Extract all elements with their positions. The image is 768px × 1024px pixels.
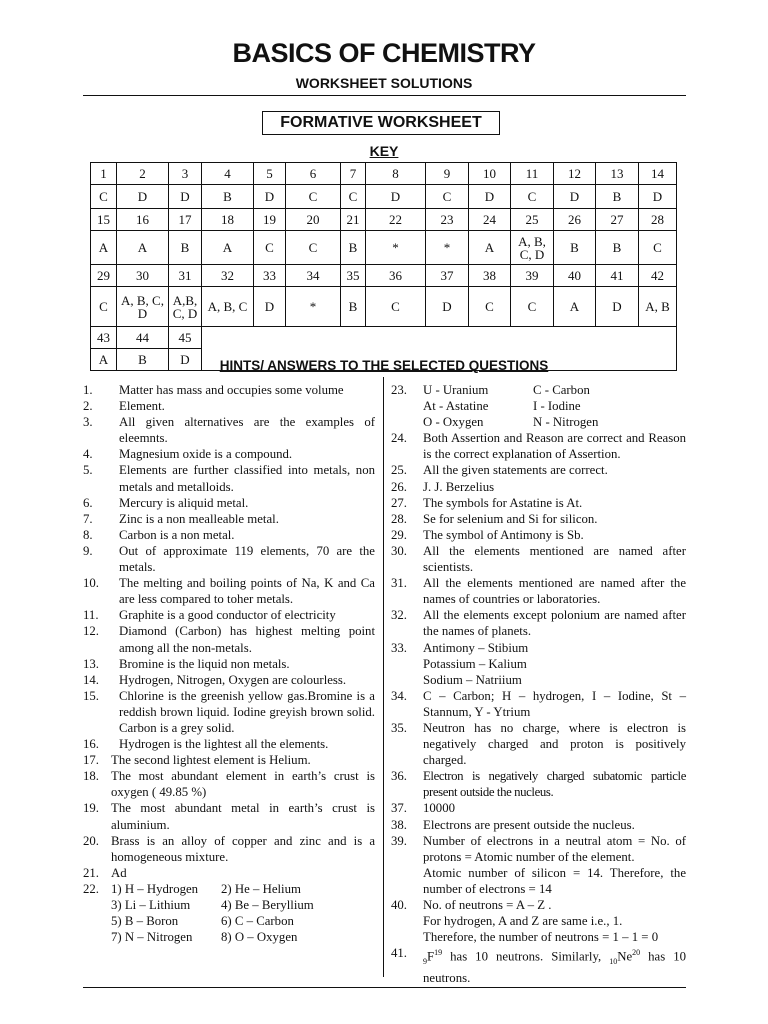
worksheet-title-box: FORMATIVE WORKSHEET	[262, 111, 500, 135]
key-cell: D	[639, 185, 677, 209]
key-cell: 20	[286, 209, 341, 231]
key-row	[91, 185, 677, 209]
key-cell: C	[426, 185, 469, 209]
top-rule	[83, 95, 686, 96]
key-row	[91, 287, 677, 327]
key-cell: *	[366, 231, 426, 265]
key-cell: A, B, C	[202, 287, 254, 327]
list-item: 17. The second lightest element is Helium.	[83, 753, 311, 768]
key-cell: 2	[117, 163, 169, 185]
key-cell: 34	[286, 265, 341, 287]
symbol-pairs: U - Uranium C - Carbon At - Astatine I - Iodine O - Oxygen N - Nitrogen	[423, 383, 599, 430]
key-cell: B	[596, 231, 639, 265]
list-item: 14. Hydrogen, Nitrogen, Oxygen are colourless.	[83, 672, 347, 687]
key-cell: 30	[117, 265, 169, 287]
list-item: 18. The most abundant element in earth’s crust is oxygen ( 49.85 %)	[83, 769, 375, 800]
list-item: 33. Antimony – Stibium Potassium – Kalium Sodium – Natriium	[391, 640, 529, 687]
key-cell: A	[469, 231, 511, 265]
list-item: 38. Electrons are present outside the nucleus.	[391, 817, 635, 832]
list-item: 29. The symbol of Antimony is Sb.	[391, 527, 584, 542]
key-cell: 40	[554, 265, 596, 287]
list-item: 32. All the elements except polonium are named after the names of planets.	[391, 608, 686, 639]
key-cell: A, B	[639, 287, 677, 327]
key-cell: 4	[202, 163, 254, 185]
list-item: 9. Out of approximate 119 elements, 70 are the metals.	[83, 543, 375, 575]
key-cell: 31	[169, 265, 202, 287]
key-cell: 38	[469, 265, 511, 287]
right-column	[391, 382, 686, 986]
key-cell: B	[202, 185, 254, 209]
key-cell: C	[639, 231, 677, 265]
key-cell: 33	[254, 265, 286, 287]
list-item: 1. Matter has mass and occupies some volume	[83, 383, 344, 397]
list-item: 23. U - Uranium C - Carbon At - Astatine I - Iodine O - Oxygen N - Nitrogen	[391, 382, 686, 430]
key-cell: 42	[639, 265, 677, 287]
key-row	[91, 327, 677, 349]
key-cell: C	[341, 185, 366, 209]
key-cell: D	[117, 185, 169, 209]
key-cell: A	[117, 231, 169, 265]
key-cell: 11	[511, 163, 554, 185]
page-title: BASICS OF CHEMISTRY	[232, 38, 536, 68]
list-item: 4. Magnesium oxide is a compound.	[83, 447, 293, 462]
list-item: 36. Electron is negatively charged subatomic particle present outside the nucleus.	[391, 769, 686, 800]
list-item: 41. $_9F^{19}$ has 10 neutrons. Similarly, $_{10}Ne^{20}$ has 10 neutrons.	[391, 946, 686, 986]
key-cell: C	[91, 287, 117, 327]
isotope-note: $_9F^{19}$ has 10 neutrons. Similarly, $_{10}Ne^{20}$ has 10 neutrons.	[423, 948, 686, 986]
column-divider	[383, 377, 384, 977]
key-cell: 41	[596, 265, 639, 287]
key-cell: 3	[169, 163, 202, 185]
key-cell: 12	[554, 163, 596, 185]
list-item: 22. 1) H – Hydrogen 2) He – Helium 3) Li – Lithium 4) Be – Beryllium 5) B – Boron 6) C – Carbon 7) N – Nitrogen 8) O – Oxygen	[83, 881, 375, 945]
list-item: 10. The melting and boiling points of Na, K and Ca are less compared to toher metals.	[83, 576, 375, 607]
list-item: 6. Mercury is aliquid metal.	[83, 495, 249, 510]
key-cell: A	[554, 287, 596, 327]
key-cell: 5	[254, 163, 286, 185]
key-cell: *	[286, 287, 341, 327]
key-cell: 44	[117, 327, 169, 349]
list-item: 34. C – Carbon; H – hydrogen, I – Iodine, St – Stannum, Y - Ytrium	[391, 688, 686, 719]
key-cell: 16	[117, 209, 169, 231]
list-item: 8. Carbon is a non metal.	[83, 527, 235, 542]
key-cell: C	[511, 185, 554, 209]
key-cell: 43	[91, 327, 117, 349]
list-item: 27. The symbols for Astatine is At.	[391, 495, 583, 510]
key-cell: B	[117, 349, 169, 371]
list-item: 16. Hydrogen is the lightest all the elements.	[83, 737, 329, 752]
key-cell: *	[426, 231, 469, 265]
key-cell: 10	[469, 163, 511, 185]
list-item: 37. 10000	[391, 801, 455, 816]
key-cell: 15	[91, 209, 117, 231]
key-cell: 28	[639, 209, 677, 231]
key-cell: C	[91, 185, 117, 209]
key-cell: B	[341, 287, 366, 327]
key-cell: B	[169, 231, 202, 265]
list-item: 7. Zinc is a non mealleable metal.	[83, 511, 279, 526]
list-item: 31. All the elements mentioned are named after the names of countries or laboratories.	[391, 576, 686, 607]
key-cell: 22	[366, 209, 426, 231]
key-cell: C	[286, 185, 341, 209]
key-cell: A	[91, 349, 117, 371]
key-cell: D	[469, 185, 511, 209]
key-cell: C	[469, 287, 511, 327]
page-subtitle: WORKSHEET SOLUTIONS	[295, 75, 473, 91]
key-cell: 35	[341, 265, 366, 287]
key-cell: 37	[426, 265, 469, 287]
key-label: KEY	[369, 143, 399, 159]
key-cell: D	[169, 185, 202, 209]
list-item: 25. All the given statements are correct.	[391, 463, 608, 478]
key-cell: 14	[639, 163, 677, 185]
key-cell: 24	[469, 209, 511, 231]
key-cell: 18	[202, 209, 254, 231]
list-item: 40. No. of neutrons = A – Z . For hydrogen, A and Z are same i.e., 1. Therefore, the number of neutrons = 1 – 1 = 0	[391, 898, 659, 945]
key-cell: 25	[511, 209, 554, 231]
key-cell: C	[511, 287, 554, 327]
key-cell: 1	[91, 163, 117, 185]
key-cell: A, B, C, D	[511, 231, 554, 265]
list-item: 28. Se for selenium and Si for silicon.	[391, 511, 598, 526]
list-item: 30. All the elements mentioned are named after scientists.	[391, 543, 686, 575]
key-cell: 9	[426, 163, 469, 185]
key-cell: 39	[511, 265, 554, 287]
bottom-rule	[83, 987, 686, 988]
key-cell: D	[596, 287, 639, 327]
list-item: 19. The most abundant metal in earth’s crust is aluminium.	[83, 801, 375, 832]
key-cell: 26	[554, 209, 596, 231]
key-cell: A	[91, 231, 117, 265]
list-item: 20. Brass is an alloy of copper and zinc and is a homogeneous mixture.	[83, 833, 375, 864]
key-cell: B	[596, 185, 639, 209]
list-item: 15. Chlorine is the greenish yellow gas.Bromine is a reddish brown liquid. Iodine greyish brown solid. Carbon is a grey solid.	[83, 688, 375, 735]
key-cell: 6	[286, 163, 341, 185]
left-column	[83, 382, 375, 945]
key-cell: 23	[426, 209, 469, 231]
list-item: 12. Diamond (Carbon) has highest melting point among all the non-metals.	[83, 624, 375, 655]
list-item: 2. Element.	[83, 399, 165, 414]
list-item: 26. J. J. Berzelius	[391, 479, 495, 494]
key-cell: D	[169, 349, 202, 371]
list-item: 39. Number of electrons in a neutral atom = No. of protons = Atomic number of the element. Atomic number of silicon = 14. Therefore, the number of electrons = 14	[391, 833, 686, 896]
key-cell: C	[254, 231, 286, 265]
key-cell: 19	[254, 209, 286, 231]
key-cell: 7	[341, 163, 366, 185]
key-cell: 29	[91, 265, 117, 287]
key-cell: C	[366, 287, 426, 327]
key-cell: 45	[169, 327, 202, 349]
key-cell: 8	[366, 163, 426, 185]
key-cell: 36	[366, 265, 426, 287]
list-item: 5. Elements are further classified into metals, non metals and metalloids.	[83, 463, 375, 494]
list-item: 11. Graphite is a good conductor of electricity	[83, 608, 336, 623]
list-item: 24. Both Assertion and Reason are correct and Reason is the correct explanation of Assertion.	[391, 431, 686, 462]
key-cell: 13	[596, 163, 639, 185]
key-cell: 17	[169, 209, 202, 231]
answer-key-table	[90, 162, 677, 371]
key-cell: A	[202, 231, 254, 265]
key-cell: D	[254, 185, 286, 209]
key-cell: 27	[596, 209, 639, 231]
key-cell: 21	[341, 209, 366, 231]
key-cell: A, B, C, D	[117, 287, 169, 327]
hints-heading: HINTS/ ANSWERS TO THE SELECTED QUESTIONS	[219, 358, 549, 373]
key-cell: 32	[202, 265, 254, 287]
list-item: 13. Bromine is the liquid non metals.	[83, 656, 290, 671]
key-cell: B	[554, 231, 596, 265]
key-cell: D	[554, 185, 596, 209]
element-pairs: 1) H – Hydrogen 2) He – Helium 3) Li – Lithium 4) Be – Beryllium 5) B – Boron 6) C – Carbon 7) N – Nitrogen 8) O – Oxygen	[111, 881, 314, 945]
key-cell: D	[426, 287, 469, 327]
key-cell: B	[341, 231, 366, 265]
key-row	[91, 265, 677, 287]
list-item: 21. Ad	[83, 865, 127, 880]
key-cell: D	[366, 185, 426, 209]
list-item: 3. All given alternatives are the examples of eleemnts.	[83, 415, 375, 446]
key-cell: D	[254, 287, 286, 327]
key-row	[91, 209, 677, 231]
key-row	[91, 231, 677, 265]
key-row	[91, 163, 677, 185]
key-cell: A,B, C, D	[169, 287, 202, 327]
key-cell: C	[286, 231, 341, 265]
list-item: 35. Neutron has no charge, where is electron is negatively charged and proton is positively charged.	[391, 720, 686, 768]
